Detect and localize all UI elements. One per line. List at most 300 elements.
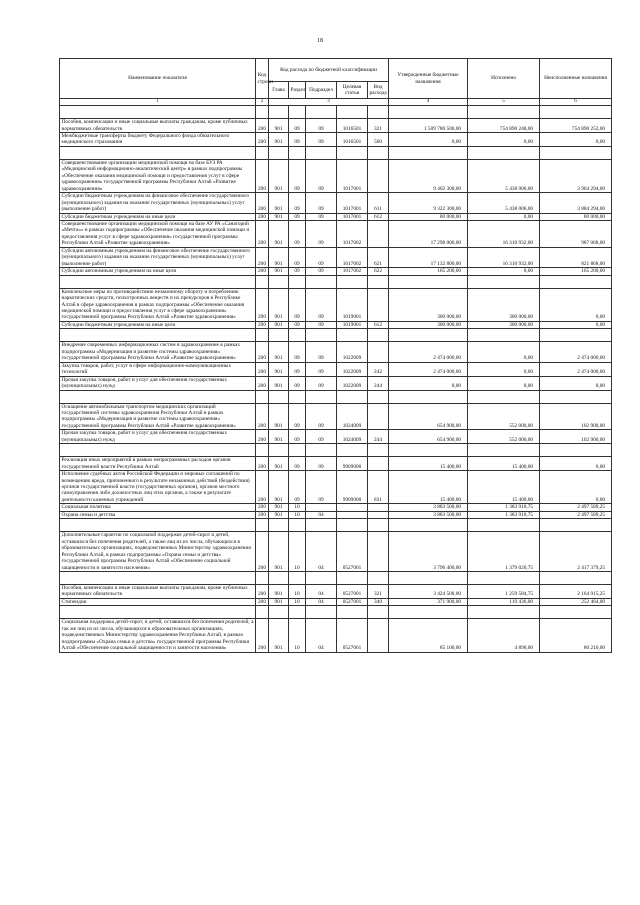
table-row <box>60 457 612 471</box>
cell-approved: 15 400,00 <box>389 471 468 504</box>
spacer-row <box>60 275 612 288</box>
table-row <box>60 119 612 133</box>
header-row-code: Код строки <box>256 59 269 99</box>
spacer-cell <box>337 390 368 403</box>
cell-approved: 17 298 000,00 <box>389 220 468 247</box>
cell-approved: 2 474 000,00 <box>389 342 468 362</box>
spacer-cell <box>468 146 540 159</box>
cell-glava: 901 <box>269 532 289 572</box>
spacer-row <box>60 146 612 159</box>
table-row <box>60 321 612 328</box>
spacer-cell <box>256 606 269 619</box>
cell-executed: 0,00 <box>468 213 540 220</box>
cell-podrazdel: 09 <box>306 430 337 444</box>
cell-vid <box>368 159 389 192</box>
table-row <box>60 619 612 652</box>
spacer-cell <box>468 606 540 619</box>
spacer-cell <box>389 519 468 532</box>
cell-target: 0527001 <box>337 598 368 605</box>
table-row <box>60 430 612 444</box>
cell-executed: 16 310 932,00 <box>468 220 540 247</box>
cell-name: Прочая закупка товаров, работ и услуг для обеспечения государственных (муниципальных) нужд <box>60 376 256 390</box>
cell-name: Межбюджетные трансферты бюджету Федерального фонда обязательного медицинского страхования <box>60 133 256 147</box>
cell-name: Субсидии бюджетным учреждениям на финансовое обеспечение государственного (муниципального) задания на оказание государственных (муниципальных) услуг (выполнение работ) <box>60 193 256 213</box>
cell-row-code: 200 <box>256 288 269 321</box>
cell-approved: 9 402 300,00 <box>389 159 468 192</box>
cell-target: 1017001 <box>337 159 368 192</box>
spacer-cell <box>368 572 389 585</box>
cell-glava: 901 <box>269 376 289 390</box>
cell-glava: 901 <box>269 342 289 362</box>
spacer-cell <box>337 275 368 288</box>
cell-name: Закупка товаров, работ, услуг в сфере информационно-коммуникационных технологий <box>60 362 256 376</box>
table-row <box>60 585 612 599</box>
cell-row-code: 200 <box>256 376 269 390</box>
spacer-cell <box>289 275 306 288</box>
table-row <box>60 403 612 430</box>
cell-unexecuted: 102 900,00 <box>540 403 612 430</box>
cell-podrazdel: 09 <box>306 403 337 430</box>
cell-target: 1019001 <box>337 288 368 321</box>
cell-unexecuted: 2 497 589,25 <box>540 504 612 511</box>
cell-podrazdel: 09 <box>306 247 337 267</box>
spacer-cell <box>337 519 368 532</box>
cell-approved: 3 424 500,00 <box>389 585 468 599</box>
cell-target <box>337 504 368 511</box>
cell-vid <box>368 288 389 321</box>
cell-row-code: 200 <box>256 193 269 213</box>
cell-unexecuted: 0,00 <box>540 321 612 328</box>
cell-unexecuted: 0,00 <box>540 457 612 471</box>
cell-executed: 754 890 248,00 <box>468 119 540 133</box>
spacer-cell <box>269 572 289 585</box>
cell-unexecuted: 165 200,00 <box>540 268 612 275</box>
spacer-cell <box>337 444 368 457</box>
cell-approved: 1 509 780 500,00 <box>389 119 468 133</box>
spacer-cell <box>306 519 337 532</box>
spacer-cell <box>256 329 269 342</box>
cell-unexecuted: 0,00 <box>540 288 612 321</box>
cell-podrazdel: 09 <box>306 376 337 390</box>
cell-glava: 901 <box>269 268 289 275</box>
cell-executed: 4 890,00 <box>468 619 540 652</box>
cell-row-code: 200 <box>256 268 269 275</box>
cell-podrazdel: 04 <box>306 532 337 572</box>
spacer-cell <box>337 329 368 342</box>
spacer-row <box>60 390 612 403</box>
table-row <box>60 511 612 518</box>
cell-vid: 560 <box>368 133 389 147</box>
header-unexecuted: Неисполненные назначения <box>540 59 612 99</box>
cell-row-code: 200 <box>256 342 269 362</box>
spacer-cell <box>289 106 306 119</box>
cell-target: 1022009 <box>337 376 368 390</box>
cell-unexecuted: 3 964 294,00 <box>540 159 612 192</box>
cell-vid <box>368 342 389 362</box>
spacer-cell <box>306 606 337 619</box>
spacer-cell <box>306 275 337 288</box>
cell-podrazdel: 09 <box>306 268 337 275</box>
spacer-cell <box>60 606 256 619</box>
spacer-cell <box>256 275 269 288</box>
cell-target: 0527001 <box>337 532 368 572</box>
cell-executed: 15 400,00 <box>468 471 540 504</box>
cell-podrazdel: 09 <box>306 159 337 192</box>
cell-razdel: 10 <box>289 532 306 572</box>
header-col-number: 6 <box>540 99 612 106</box>
spacer-cell <box>269 519 289 532</box>
header-approved: Утвержденные бюджетные назначения <box>389 59 468 99</box>
cell-unexecuted: 2 474 000,00 <box>540 362 612 376</box>
cell-unexecuted: 102 900,00 <box>540 430 612 444</box>
spacer-cell <box>289 519 306 532</box>
cell-name: Пособия, компенсации и иные социальные выплаты гражданам, кроме публичных нормативных обязательств <box>60 119 256 133</box>
cell-vid <box>368 511 389 518</box>
cell-approved: 300 000,00 <box>389 288 468 321</box>
cell-vid: 612 <box>368 213 389 220</box>
spacer-cell <box>60 106 256 119</box>
cell-unexecuted: 2 497 589,25 <box>540 511 612 518</box>
spacer-cell <box>389 444 468 457</box>
cell-name: Исполнение судебных актов Российской Федерации и мировых соглашений по возмещению вреда, причиненного в результате незаконных действий (бездействия) органов государственной власти (государственных органов), органов местного самоуправления либо должностных лиц этих органов, а также в результате деятельности казенных учреждений <box>60 471 256 504</box>
cell-unexecuted: 80 000,00 <box>540 213 612 220</box>
cell-target: 1017002 <box>337 220 368 247</box>
cell-row-code: 200 <box>256 585 269 599</box>
spacer-cell <box>368 329 389 342</box>
cell-razdel: 09 <box>289 403 306 430</box>
spacer-cell <box>289 572 306 585</box>
spacer-cell <box>289 146 306 159</box>
cell-unexecuted: 821 868,00 <box>540 247 612 267</box>
cell-vid <box>368 619 389 652</box>
spacer-cell <box>269 146 289 159</box>
cell-row-code: 200 <box>256 511 269 518</box>
spacer-cell <box>269 106 289 119</box>
cell-target: 0527001 <box>337 585 368 599</box>
spacer-cell <box>368 146 389 159</box>
spacer-cell <box>468 329 540 342</box>
cell-approved: 165 200,00 <box>389 268 468 275</box>
spacer-cell <box>389 146 468 159</box>
header-col-number: 3 <box>269 99 389 106</box>
spacer-cell <box>306 444 337 457</box>
header-col-number: 4 <box>389 99 468 106</box>
cell-razdel: 09 <box>289 376 306 390</box>
cell-approved: 80 000,00 <box>389 213 468 220</box>
cell-podrazdel: 04 <box>306 619 337 652</box>
cell-name: Социальная поддержка детей-сирот, и детей, оставшихся без попечения родителей, а так же лиц из их числа, обучающихся в образовательных организациях, подведомственных Министерству здравоохранения Республики Алтай, в рамках подпрограммы «Охрана семьи и детства» государственной программы Республики Алтай «Обеспечение социальной защищенности и занятости населения» <box>60 619 256 652</box>
cell-unexecuted: 987 068,00 <box>540 220 612 247</box>
cell-glava: 901 <box>269 247 289 267</box>
cell-podrazdel: 09 <box>306 471 337 504</box>
spacer-cell <box>540 606 612 619</box>
spacer-cell <box>540 329 612 342</box>
cell-razdel: 09 <box>289 457 306 471</box>
spacer-cell <box>60 329 256 342</box>
cell-vid: 244 <box>368 376 389 390</box>
cell-approved: 300 000,00 <box>389 321 468 328</box>
cell-name: Комплексные меры по противодействию незаконному обороту и потреблению наркотических средств, психотропных веществ и их прекурсоров в Республике Алтай в сфере здравоохранения в рамках подпрограммы «Обеспечение оказания медицинской помощи и предоставления услуг в сфере здравоохранения» государственной программы Республики Алтай «Развитие здравоохранения» <box>60 288 256 321</box>
spacer-cell <box>468 390 540 403</box>
cell-executed: 5 438 006,00 <box>468 193 540 213</box>
cell-podrazdel: 09 <box>306 457 337 471</box>
cell-executed: 300 000,00 <box>468 321 540 328</box>
cell-unexecuted: 0,00 <box>540 471 612 504</box>
cell-executed: 0,00 <box>468 342 540 362</box>
spacer-cell <box>60 572 256 585</box>
table-row <box>60 213 612 220</box>
cell-razdel: 09 <box>289 430 306 444</box>
cell-glava: 901 <box>269 598 289 605</box>
cell-vid <box>368 457 389 471</box>
cell-podrazdel: 09 <box>306 288 337 321</box>
header-expense-code: Код расхода по бюджетной классификации <box>269 59 389 82</box>
spacer-cell <box>468 444 540 457</box>
cell-unexecuted: 2 474 000,00 <box>540 342 612 362</box>
cell-name: Стипендии <box>60 598 256 605</box>
cell-vid: 621 <box>368 247 389 267</box>
spacer-cell <box>289 444 306 457</box>
spacer-cell <box>256 146 269 159</box>
cell-row-code: 200 <box>256 362 269 376</box>
header-name: Наименование показателя <box>60 59 256 99</box>
cell-row-code: 200 <box>256 504 269 511</box>
spacer-cell <box>337 106 368 119</box>
spacer-row <box>60 329 612 342</box>
spacer-cell <box>389 106 468 119</box>
cell-glava: 901 <box>269 362 289 376</box>
cell-glava: 901 <box>269 511 289 518</box>
cell-razdel: 10 <box>289 585 306 599</box>
spacer-cell <box>256 519 269 532</box>
table-row <box>60 288 612 321</box>
cell-executed: 300 000,00 <box>468 288 540 321</box>
spacer-cell <box>289 329 306 342</box>
cell-razdel: 09 <box>289 247 306 267</box>
cell-name: Охрана семьи и детства <box>60 511 256 518</box>
cell-podrazdel <box>306 504 337 511</box>
cell-glava: 901 <box>269 159 289 192</box>
cell-target: 0527061 <box>337 619 368 652</box>
cell-glava: 901 <box>269 403 289 430</box>
spacer-cell <box>337 146 368 159</box>
cell-approved: 3 796 400,00 <box>389 532 468 572</box>
cell-name: Совершенствование организации медицинской помощи на базе БУЗ РА «Медицинский информационно-аналитический центр» в рамках подпрограммы «Обеспечение оказания медицинской помощи и предоставления услуг в сфере здравоохранения» государственной программы Республики Алтай «Развитие здравоохранения» <box>60 159 256 192</box>
cell-podrazdel: 04 <box>306 511 337 518</box>
header-target: Целевая статья <box>337 82 368 99</box>
cell-row-code: 200 <box>256 619 269 652</box>
cell-podrazdel: 04 <box>306 598 337 605</box>
cell-target: 1024009 <box>337 403 368 430</box>
cell-razdel: 10 <box>289 598 306 605</box>
table-row <box>60 504 612 511</box>
cell-executed: 119 436,00 <box>468 598 540 605</box>
cell-executed: 5 438 006,00 <box>468 159 540 192</box>
cell-vid: 340 <box>368 598 389 605</box>
cell-glava: 901 <box>269 430 289 444</box>
cell-podrazdel: 09 <box>306 133 337 147</box>
cell-razdel: 09 <box>289 288 306 321</box>
cell-target: 1016501 <box>337 119 368 133</box>
cell-unexecuted: 3 884 294,00 <box>540 193 612 213</box>
cell-executed: 0,00 <box>468 268 540 275</box>
cell-name: Оснащение автомобильным транспортом медицинских организаций государственной системы здравоохранения Республики Алтай в рамках подпрограммы «Модернизация и развитие системы здравоохранения» государственной программы Республики Алтай «Развитие здравоохранения» <box>60 403 256 430</box>
cell-approved: 654 900,00 <box>389 403 468 430</box>
header-col-number: 5 <box>468 99 540 106</box>
cell-glava: 901 <box>269 119 289 133</box>
cell-glava: 901 <box>269 471 289 504</box>
cell-glava: 901 <box>269 585 289 599</box>
spacer-cell <box>60 275 256 288</box>
cell-approved: 9 322 300,00 <box>389 193 468 213</box>
spacer-cell <box>60 519 256 532</box>
spacer-cell <box>60 444 256 457</box>
cell-approved: 0,00 <box>389 133 468 147</box>
spacer-cell <box>289 390 306 403</box>
table-row <box>60 532 612 572</box>
cell-target: 9909000 <box>337 471 368 504</box>
cell-vid: 612 <box>368 321 389 328</box>
spacer-cell <box>540 390 612 403</box>
cell-approved: 371 900,00 <box>389 598 468 605</box>
cell-row-code: 200 <box>256 471 269 504</box>
cell-razdel: 10 <box>289 511 306 518</box>
spacer-cell <box>269 606 289 619</box>
cell-executed: 0,00 <box>468 133 540 147</box>
page-number: 18 <box>317 38 323 44</box>
cell-razdel: 09 <box>289 342 306 362</box>
cell-glava: 901 <box>269 193 289 213</box>
cell-target: 1022009 <box>337 362 368 376</box>
cell-razdel: 10 <box>289 504 306 511</box>
table-row <box>60 471 612 504</box>
spacer-cell <box>368 390 389 403</box>
spacer-cell <box>256 444 269 457</box>
cell-row-code: 200 <box>256 321 269 328</box>
table-row <box>60 247 612 267</box>
cell-razdel: 09 <box>289 321 306 328</box>
cell-name: Субсидии бюджетным учреждениям на иные цели <box>60 213 256 220</box>
spacer-cell <box>540 275 612 288</box>
header-glava: Глава <box>269 82 289 99</box>
spacer-cell <box>368 606 389 619</box>
cell-podrazdel: 09 <box>306 119 337 133</box>
cell-target: 1022009 <box>337 342 368 362</box>
cell-target: 1024009 <box>337 430 368 444</box>
cell-podrazdel: 09 <box>306 220 337 247</box>
budget-execution-table <box>59 58 612 653</box>
cell-unexecuted: 80 210,00 <box>540 619 612 652</box>
cell-row-code: 200 <box>256 457 269 471</box>
cell-glava: 901 <box>269 220 289 247</box>
cell-name: Внедрение современных информационных систем в здравоохранение в рамках подпрограммы «Модернизация и развитие системы здравоохранения» государственной программы Республики Алтай «Развитие здравоохранения» <box>60 342 256 362</box>
spacer-cell <box>389 275 468 288</box>
cell-vid: 622 <box>368 268 389 275</box>
cell-row-code: 200 <box>256 247 269 267</box>
spacer-cell <box>306 390 337 403</box>
table-row <box>60 193 612 213</box>
cell-target <box>337 511 368 518</box>
cell-name: Совершенствование организации медицинской помощи на базе АУ РА «Санаторий «Мечта»» в рамках подпрограммы «Обеспечение оказания медицинской помощи и предоставления услуг в сфере здравоохранения» государственной программы Республики Алтай «Развитие здравоохранения» <box>60 220 256 247</box>
cell-approved: 2 474 000,00 <box>389 362 468 376</box>
spacer-cell <box>389 606 468 619</box>
cell-row-code: 200 <box>256 119 269 133</box>
spacer-row <box>60 106 612 119</box>
cell-name: Реализация иных мероприятий в рамках непрограммных расходов органов государственной власти Республики Алтай <box>60 457 256 471</box>
header-executed: Исполнено <box>468 59 540 99</box>
spacer-cell <box>60 146 256 159</box>
cell-executed: 16 310 932,00 <box>468 247 540 267</box>
cell-glava: 901 <box>269 619 289 652</box>
cell-name: Субсидии автономным учреждениям на финансовое обеспечение государственного (муниципального) задания на оказание государственных (муниципальных) услуг (выполнение работ) <box>60 247 256 267</box>
cell-name: Социальная политика <box>60 504 256 511</box>
spacer-cell <box>337 606 368 619</box>
cell-approved: 15 400,00 <box>389 457 468 471</box>
cell-razdel: 09 <box>289 193 306 213</box>
spacer-cell <box>389 572 468 585</box>
spacer-cell <box>540 444 612 457</box>
cell-podrazdel: 09 <box>306 321 337 328</box>
cell-vid: 244 <box>368 430 389 444</box>
cell-glava: 901 <box>269 321 289 328</box>
cell-vid: 321 <box>368 585 389 599</box>
spacer-cell <box>368 519 389 532</box>
cell-unexecuted: 2 417 379,25 <box>540 532 612 572</box>
table-row <box>60 159 612 192</box>
cell-razdel: 09 <box>289 133 306 147</box>
cell-unexecuted: 2 164 915,25 <box>540 585 612 599</box>
cell-vid <box>368 403 389 430</box>
spacer-cell <box>468 275 540 288</box>
cell-unexecuted: 0,00 <box>540 376 612 390</box>
cell-approved: 3 883 500,00 <box>389 511 468 518</box>
cell-target: 1017001 <box>337 213 368 220</box>
spacer-cell <box>60 390 256 403</box>
cell-podrazdel: 04 <box>306 585 337 599</box>
cell-razdel: 09 <box>289 220 306 247</box>
cell-unexecuted: 0,00 <box>540 133 612 147</box>
cell-glava: 901 <box>269 288 289 321</box>
spacer-row <box>60 444 612 457</box>
cell-executed: 552 000,00 <box>468 430 540 444</box>
cell-row-code: 200 <box>256 430 269 444</box>
cell-name: Субсидии бюджетным учреждениям на иные цели <box>60 321 256 328</box>
table-row <box>60 598 612 605</box>
cell-podrazdel: 09 <box>306 362 337 376</box>
spacer-cell <box>306 146 337 159</box>
table-row <box>60 342 612 362</box>
cell-target: 9909000 <box>337 457 368 471</box>
cell-podrazdel: 09 <box>306 213 337 220</box>
cell-target: 1017002 <box>337 268 368 275</box>
spacer-cell <box>306 329 337 342</box>
cell-vid <box>368 220 389 247</box>
cell-approved: 0,00 <box>389 376 468 390</box>
cell-razdel: 10 <box>289 619 306 652</box>
cell-razdel: 09 <box>289 268 306 275</box>
cell-target: 1016501 <box>337 133 368 147</box>
cell-target: 1017001 <box>337 193 368 213</box>
header-vid: Вид расхода <box>368 82 389 99</box>
spacer-row <box>60 572 612 585</box>
header-podrazdel: Подраздел <box>306 82 337 99</box>
cell-name: Пособия, компенсации и иные социальные выплаты гражданам, кроме публичных нормативных обязательств <box>60 585 256 599</box>
spacer-cell <box>306 572 337 585</box>
cell-name: Дополнительные гарантии по социальной поддержке детей-сирот и детей, оставшихся без попечения родителей, а также лиц из их числа, обучающихся в образовательных организациях, подведомственных Министерству здравоохранения Республики Алтай, в рамках подпрограммы «Охрана семьи и детства» государственной программы Республики Алтай «Обеспечение социальной защищенности и занятости населения» <box>60 532 256 572</box>
cell-target: 1019001 <box>337 321 368 328</box>
cell-executed: 552 000,00 <box>468 403 540 430</box>
table-row <box>60 362 612 376</box>
